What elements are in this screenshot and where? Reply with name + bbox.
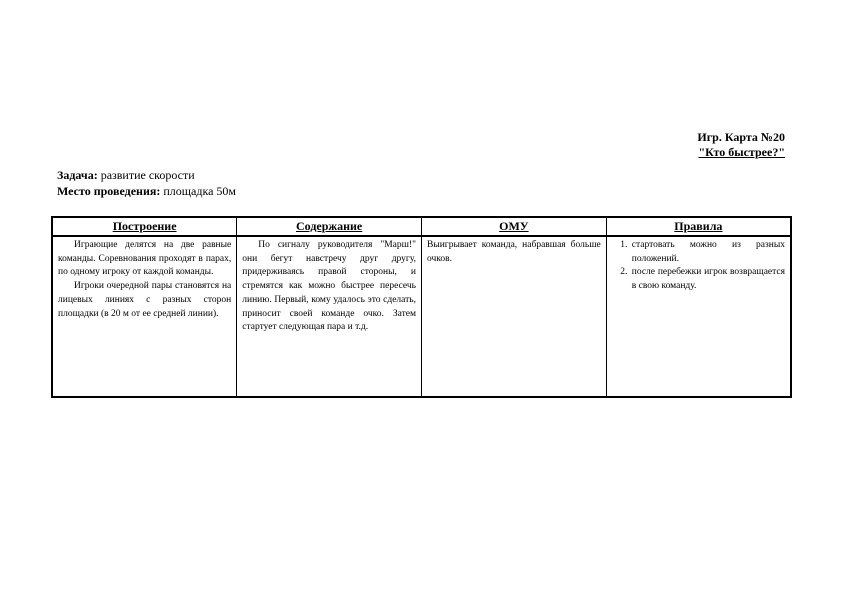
construction-paragraph-1: Играющие делятся на две равные команды. Соревнования проходят в парах, по одному игроку от каждой команды. bbox=[58, 240, 232, 278]
task-value: развитие скорости bbox=[100, 168, 195, 182]
cell-rules bbox=[606, 236, 791, 397]
card-number: Игр. Карта №20 bbox=[697, 130, 785, 144]
card-header bbox=[697, 130, 785, 160]
table-header-row bbox=[52, 217, 791, 236]
venue-line bbox=[57, 183, 236, 199]
omu-text: Выигрывает команда, набравшая больше очков. bbox=[427, 240, 601, 264]
venue-value: площадка 50м bbox=[163, 184, 237, 198]
game-title: "Кто быстрее?" bbox=[698, 145, 785, 159]
header-construction: Построение bbox=[52, 217, 237, 236]
header-omu: ОМУ bbox=[422, 217, 607, 236]
table-row bbox=[52, 236, 791, 397]
header-content: Содержание bbox=[237, 217, 422, 236]
cell-content bbox=[237, 236, 422, 397]
cell-construction bbox=[52, 236, 237, 397]
venue-label: Место проведения: bbox=[57, 184, 161, 198]
content-paragraph: По сигналу руководителя "Марш!" они бегут навстречу друг другу, придерживаясь правой стороны, и стремятся как можно быстрее пересечь линию. Первый, кому удалось это сделать, приносит своей команде очко. Затем стартует следующая пара и т.д. bbox=[242, 240, 416, 333]
task-label: Задача: bbox=[57, 168, 98, 182]
rules-list bbox=[612, 239, 785, 294]
rule-item-1: 1. стартовать можно из разных положений. bbox=[630, 239, 785, 266]
rule-item-2: 2. после перебежки игрок возвращается в свою команду. bbox=[630, 266, 785, 293]
task-line bbox=[57, 167, 236, 183]
game-plan-table bbox=[51, 216, 792, 398]
meta-block bbox=[57, 167, 236, 199]
cell-omu bbox=[422, 236, 607, 397]
construction-paragraph-2: Игроки очередной пары становятся на лицевых линиях с разных сторон площадки (в 20 м от ее средней линии). bbox=[58, 281, 232, 319]
header-rules: Правила bbox=[606, 217, 791, 236]
